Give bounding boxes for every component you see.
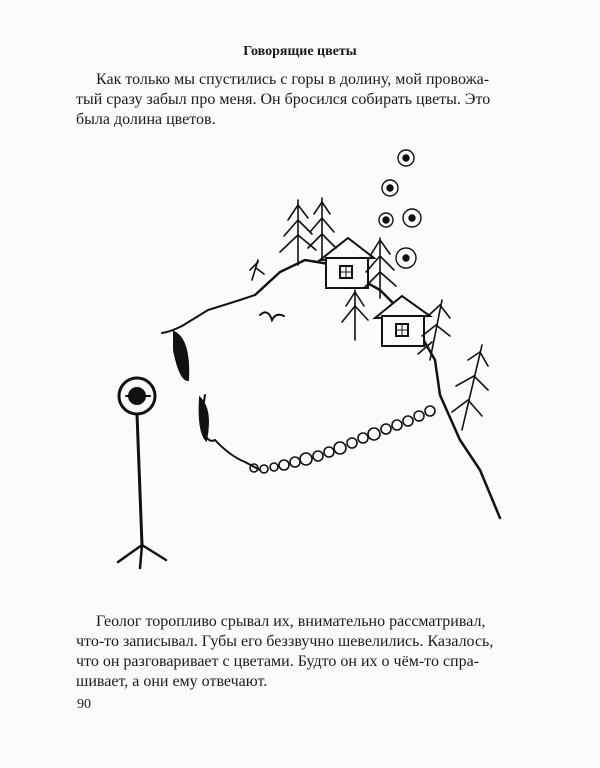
flower-icon (379, 150, 421, 268)
house-icon (320, 238, 374, 288)
microphone-icon (118, 378, 166, 568)
house-icon (375, 296, 430, 346)
paragraph-intro (76, 70, 558, 130)
fir-tree-icon (452, 345, 488, 430)
bear-mountain-outline (162, 260, 500, 518)
text-line: Как только мы спустились с горы в долину, мой провожа- (96, 71, 490, 88)
fir-tree-icon (308, 198, 336, 258)
text-line: шивает, а они ему отвечают. (76, 673, 268, 690)
bear-mountain-illustration (90, 140, 550, 600)
page-number: 90 (77, 697, 91, 712)
text-line: Геолог торопливо срывал их, внимательно рассматривал, (96, 613, 486, 630)
text-line: что он разговаривает с цветами. Будто он их о чём-то спра- (76, 653, 480, 670)
paragraph-geologist (76, 612, 558, 692)
fir-tree-icon (342, 290, 368, 340)
fir-tree-icon (250, 260, 264, 280)
text-line: что-то записывал. Губы его беззвучно шевелились. Казалось, (76, 633, 494, 650)
text-line: была долина цветов. (76, 111, 216, 128)
bead-necklace (250, 406, 435, 473)
text-line: тый сразу забыл про меня. Он бросился собирать цветы. Это (76, 91, 491, 108)
chapter-title: Говорящие цветы (243, 44, 357, 59)
